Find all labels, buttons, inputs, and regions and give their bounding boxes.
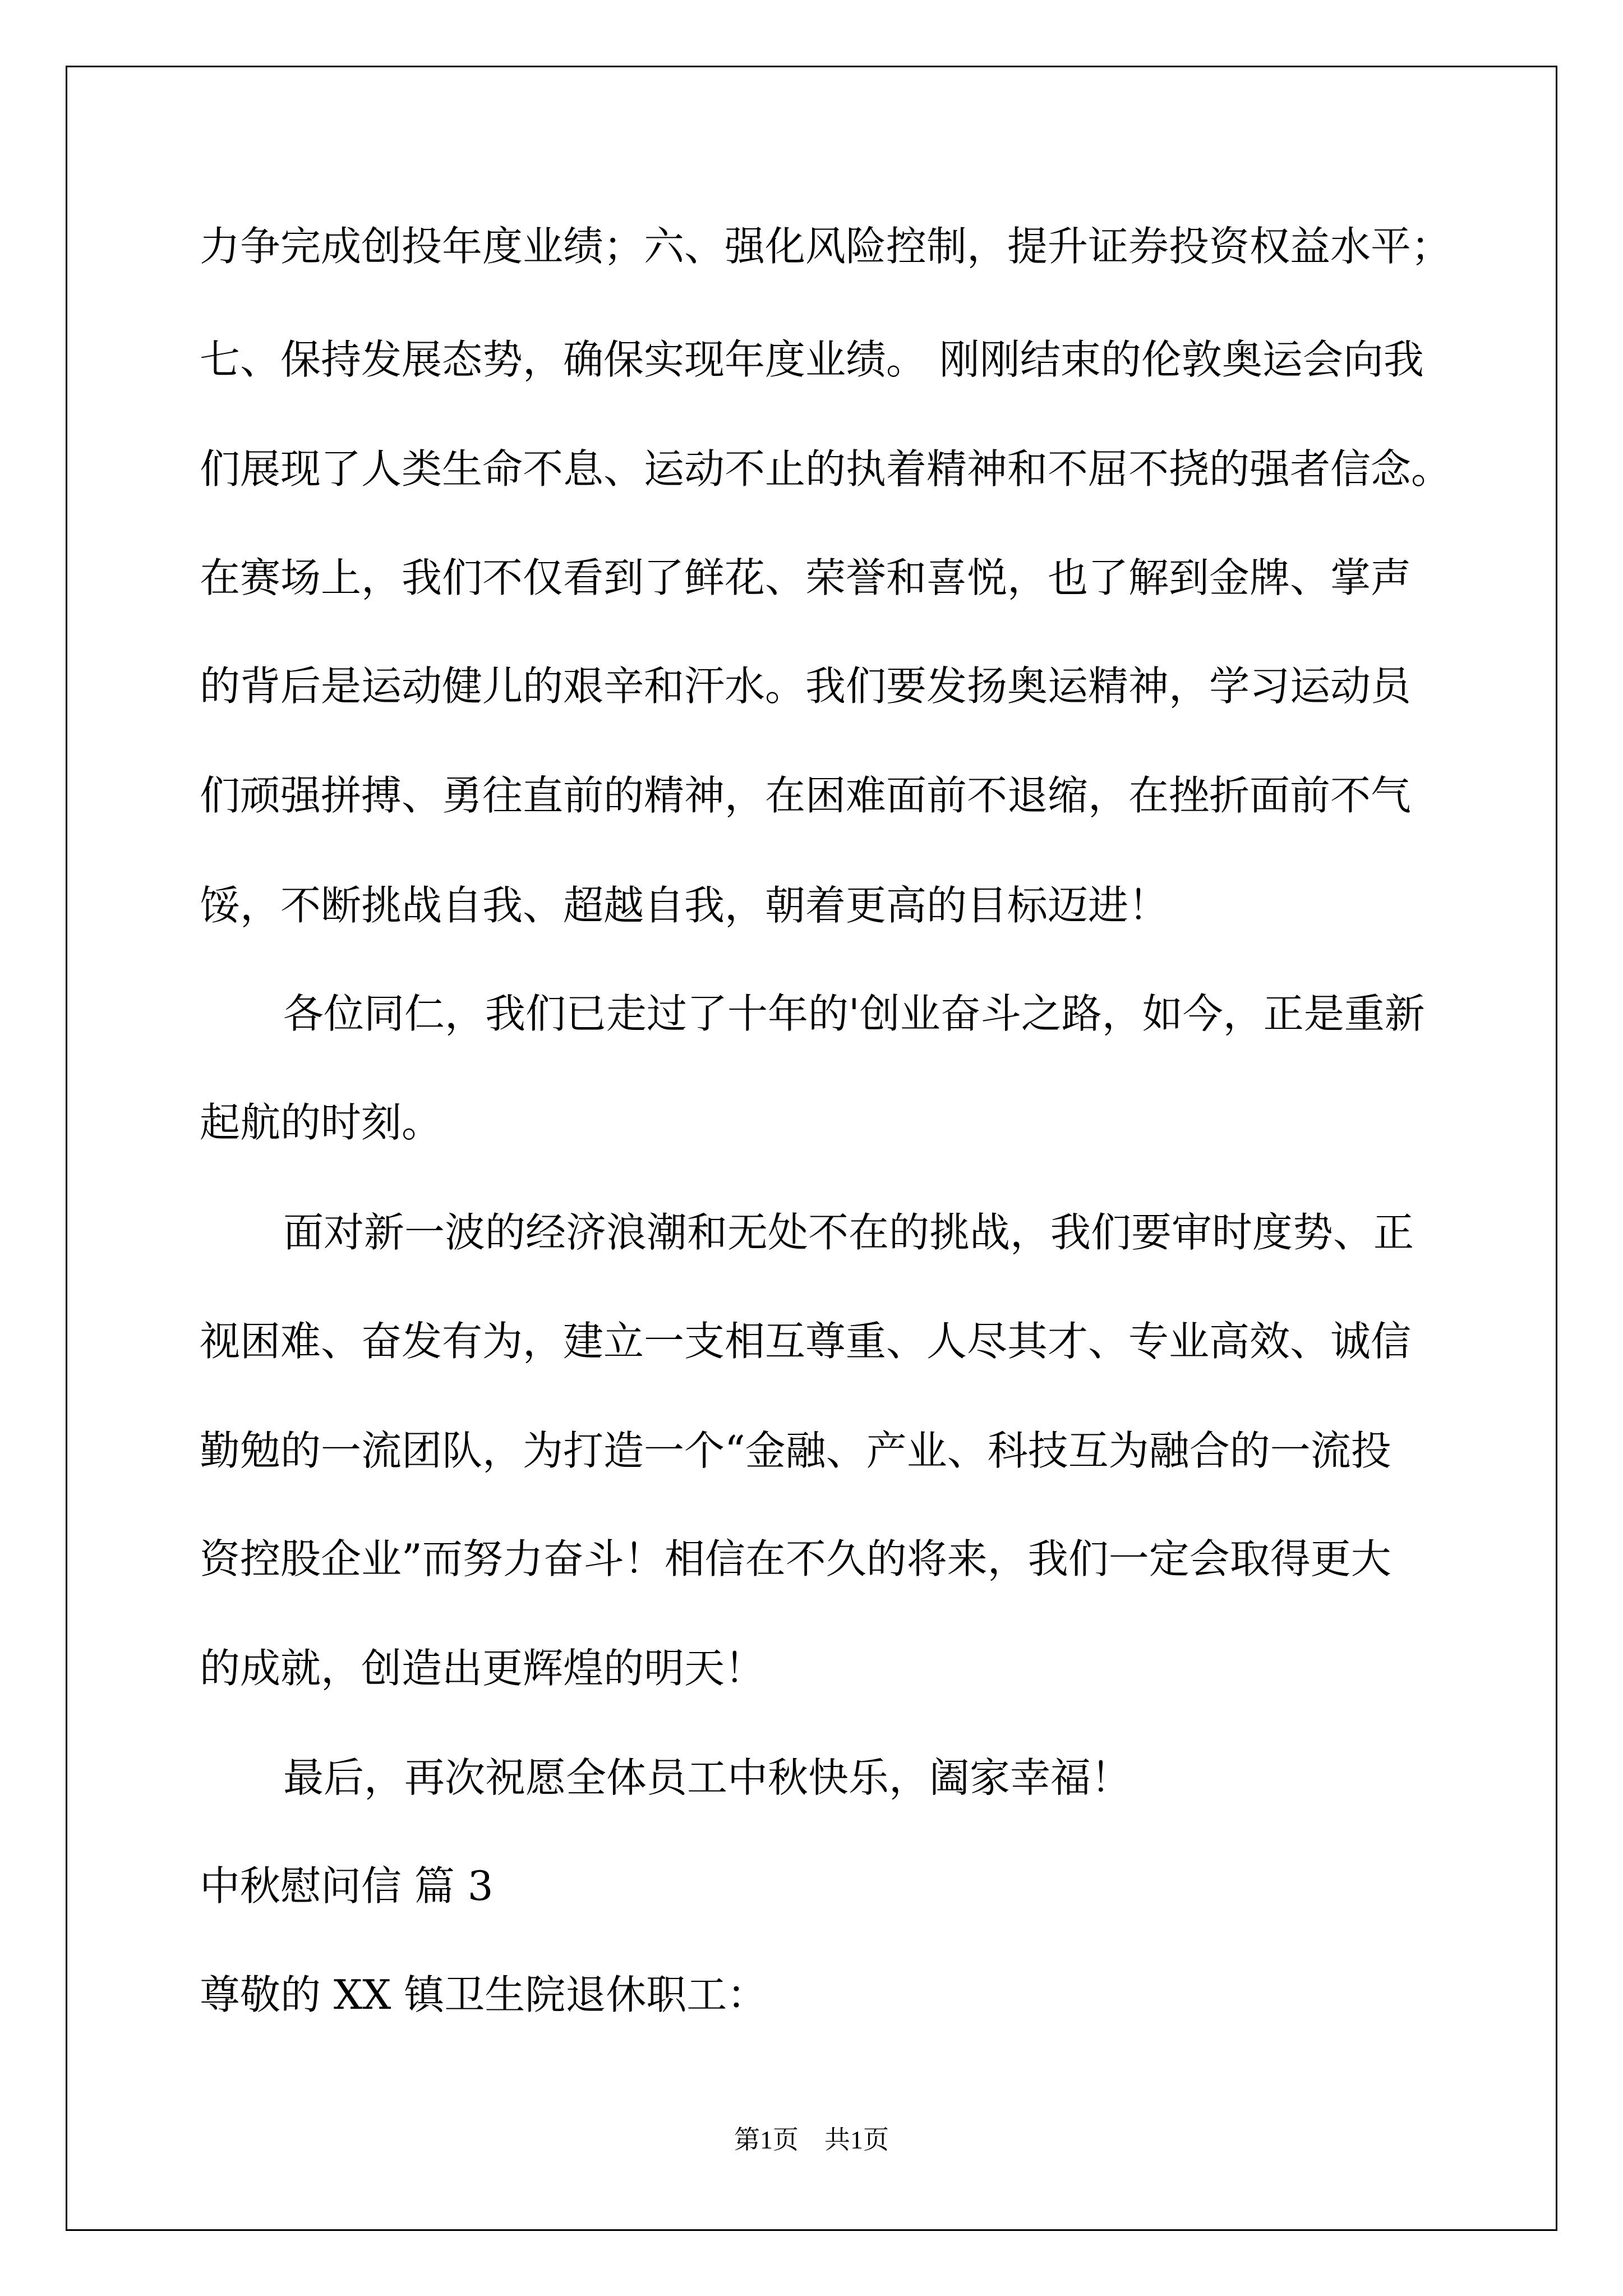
- body-line: 们顽强拼搏、勇往直前的精神，在困难面前不退缩，在挫折面前不气: [200, 772, 1412, 819]
- body-line: 馁，不断挑战自我、超越自我，朝着更高的目标迈进！: [200, 882, 1169, 929]
- salutation-line: 尊敬的 XX 镇卫生院退休职工：: [200, 1971, 768, 2018]
- body-line: 的成就，创造出更辉煌的明天！: [200, 1645, 766, 1692]
- paragraph-start-line: 各位同仁，我们已走过了十年的'创业奋斗之路，如今，正是重新: [283, 990, 1425, 1037]
- body-line: 起航的时刻。: [200, 1099, 442, 1146]
- body-line: 的背后是运动健儿的艰辛和汗水。我们要发扬奥运精神，学习运动员: [200, 662, 1412, 710]
- body-line: 力争完成创投年度业绩；六、强化风险控制，提升证券投资权益水平；: [200, 223, 1452, 270]
- paragraph-start-line: 最后，再次祝愿全体员工中秋快乐，阖家幸福！: [283, 1754, 1132, 1801]
- body-line: 视困难、奋发有为，建立一支相互尊重、人尽其才、专业高效、诚信: [200, 1318, 1412, 1365]
- body-line: 资控股企业”而努力奋斗！相信在不久的将来，我们一定会取得更大: [200, 1535, 1391, 1582]
- paragraph-start-line: 面对新一波的经济浪潮和无处不在的挑战，我们要审时度势、正: [283, 1209, 1414, 1256]
- body-line: 勤勉的一流团队，为打造一个“金融、产业、科技互为融合的一流投: [200, 1427, 1391, 1474]
- section-heading: 中秋慰问信 篇 3: [200, 1862, 494, 1910]
- page-footer: [0, 2126, 1623, 2154]
- body-line: 七、保持发展态势，确保实现年度业绩。 刚刚结束的伦敦奥运会向我: [200, 336, 1424, 383]
- body-line: 在赛场上，我们不仅看到了鲜花、荣誉和喜悦，也了解到金牌、掌声: [200, 554, 1412, 601]
- page-total: 共1页: [824, 2125, 889, 2154]
- page-number: 第1页: [734, 2125, 799, 2154]
- body-line: 们展现了人类生命不息、运动不止的执着精神和不屈不挠的强者信念。: [200, 445, 1452, 493]
